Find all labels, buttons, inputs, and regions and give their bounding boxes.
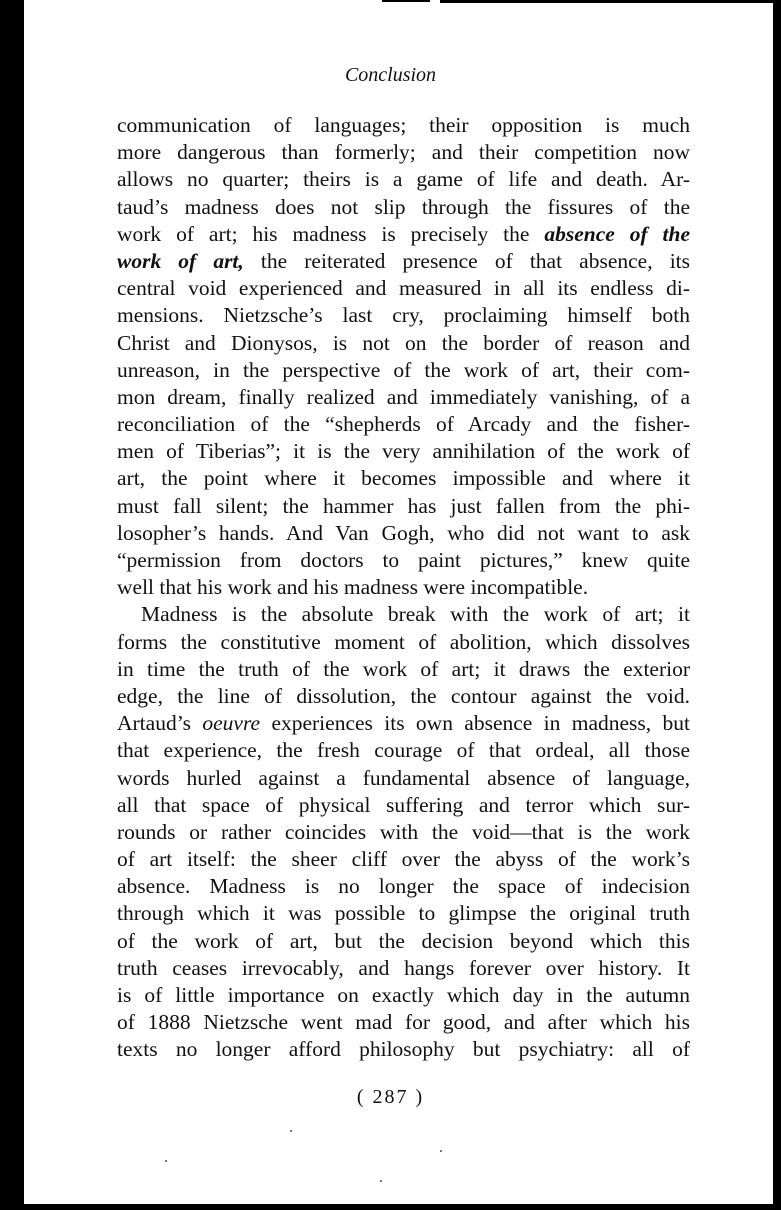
text-line: mensions. Nietzsche’s last cry, proclaiming himself both [117,303,690,328]
text-line: mon dream, finally realized and immediately vanishing, of a [117,384,690,409]
emphasis-text: work of art, [117,248,244,273]
text-segment: work of art; his madness is precisely the [117,221,545,246]
running-header: Conclusion [344,64,437,86]
body-text [117,112,690,1064]
text-line: absence. Madness is no longer the space of indecision [117,874,690,899]
text-line: reconciliation of the “shepherds of Arcady and the fisher- [117,412,690,437]
text-line: of the work of art, but the decision beyond which this [117,928,690,953]
scan-top-rule [440,0,773,3]
text-line: losopher’s hands. And Van Gogh, who did not want to ask [117,520,690,545]
text-line: of art itself: the sheer cliff over the abyss of the work’s [117,847,690,872]
text-line: words hurled against a fundamental absence of language, [117,765,690,790]
text-line: through which it was possible to glimpse the original truth [117,901,690,926]
scan-right-border [773,0,781,1210]
text-line: of 1888 Nietzsche went mad for good, and after which his [117,1010,690,1035]
text-line: unreason, in the perspective of the work of art, their com- [117,357,690,382]
text-line: must fall silent; the hammer has just fallen from the phi- [117,493,690,518]
page-number: ( 287 ) [356,1086,425,1108]
text-line: art, the point where it becomes impossible and where it [117,466,690,491]
scan-bottom-border [24,1204,773,1210]
text-line: forms the constitutive moment of abolition, which dissolves [117,629,690,654]
emphasis-text: absence of the [544,221,690,246]
text-line: is of little importance on exactly which day in the autumn [117,983,690,1007]
text-line [117,248,690,275]
text-segment: experiences its own absence in madness, but [260,711,690,736]
emphasis-text: oeuvre [202,711,261,736]
text-line: edge, the line of dissolution, the contour against the void. [117,683,690,708]
text-line: Christ and Dionysos, is not on the border of reason and [117,330,690,355]
scan-speck [440,1150,442,1152]
text-line: that experience, the fresh courage of that ordeal, all those [117,738,690,763]
text-line: taud’s madness does not slip through the fissures of the [117,194,690,219]
text-line: rounds or rather coincides with the void—that is the work [117,819,690,844]
text-line: “permission from doctors to paint pictures,” knew quite [117,548,690,572]
text-segment: Artaud’s [117,711,203,736]
scan-top-rule [382,0,430,2]
text-line: allows no quarter; theirs is a game of life and death. Ar- [117,167,690,192]
scan-left-border [0,0,24,1210]
text-line: men of Tiberias”; it is the very annihilation of the work of [117,439,690,464]
text-segment: the reiterated presence of that absence, its [243,248,691,273]
scan-speck [165,1160,167,1162]
scan-speck [290,1130,292,1132]
text-line: all that space of physical suffering and terror which sur- [117,792,690,817]
text-line: texts no longer afford philosophy but psychiatry: all of [117,1037,690,1062]
text-line: communication of languages; their opposition is much [117,113,690,137]
text-line: in time the truth of the work of art; it draws the exterior [117,656,690,681]
text-line [117,221,690,248]
text-line [117,710,690,737]
text-line: well that his work and his madness were incompatible. [117,575,589,600]
text-line: central void experienced and measured in all its endless di- [117,276,690,301]
text-line: Madness is the absolute break with the work of art; it [141,602,690,627]
text-line: more dangerous than formerly; and their competition now [117,140,690,165]
text-line: truth ceases irrevocably, and hangs forever over history. It [117,955,690,980]
scan-speck [380,1180,382,1182]
